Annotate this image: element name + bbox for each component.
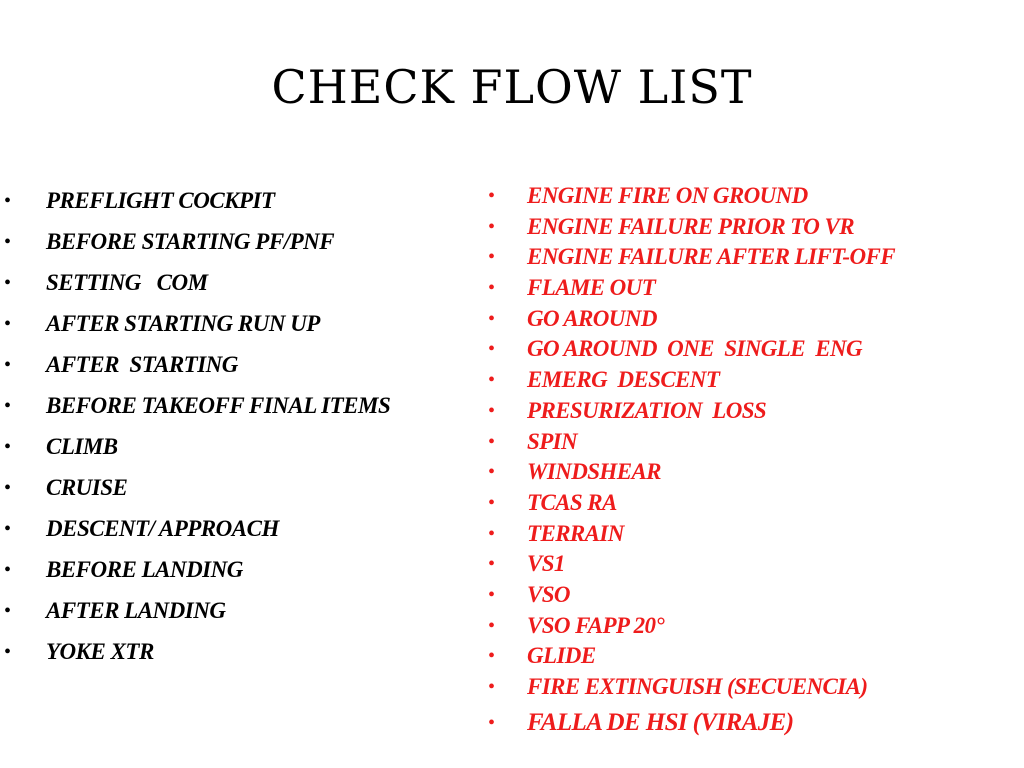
bullet-icon: • <box>4 190 11 212</box>
list-item <box>482 612 1022 643</box>
bullet-icon: • <box>488 307 495 330</box>
item-label: ENGINE FAILURE AFTER LIFT-OFF <box>527 244 895 270</box>
item-label: SPIN <box>527 428 578 454</box>
bullet-icon: • <box>4 272 11 294</box>
bullet-icon: • <box>4 395 11 417</box>
item-label: AFTER STARTING RUN UP <box>46 311 320 336</box>
bullet-icon: • <box>4 436 11 458</box>
bullet-icon: • <box>4 641 11 663</box>
item-label: VS1 <box>527 551 565 577</box>
item-label: WINDSHEAR <box>527 459 661 485</box>
bullet-icon: • <box>488 338 495 361</box>
item-label: YOKE XTR <box>46 639 154 664</box>
item-label: VSO <box>527 581 570 607</box>
item-label: BEFORE TAKEOFF FINAL ITEMS <box>46 393 391 418</box>
item-label: GLIDE <box>527 643 596 669</box>
item-label: FLAME OUT <box>527 275 656 301</box>
bullet-icon: • <box>488 491 495 514</box>
bullet-icon: • <box>4 477 11 499</box>
bullet-icon: • <box>4 231 11 253</box>
bullet-icon: • <box>488 246 495 269</box>
bullet-icon: • <box>488 277 495 300</box>
list-item <box>482 274 1022 305</box>
item-label: AFTER STARTING <box>46 352 238 377</box>
list-item <box>0 473 500 514</box>
item-label: TERRAIN <box>527 520 624 546</box>
slide-title: CHECK FLOW LIST <box>271 60 753 114</box>
list-item <box>0 268 500 309</box>
item-label: CRUISE <box>46 475 128 500</box>
list-item <box>482 366 1022 397</box>
list-item <box>0 391 500 432</box>
item-label: FIRE EXTINGUISH (SECUENCIA) <box>527 674 868 699</box>
bullet-icon: • <box>488 676 495 698</box>
list-item <box>0 309 500 350</box>
item-label: PRESURIZATION LOSS <box>527 397 767 423</box>
item-label: FALLA DE HSI (VIRAJE) <box>527 708 794 736</box>
bullet-icon: • <box>4 313 11 335</box>
bullet-icon: • <box>4 354 11 376</box>
list-item <box>482 673 1022 704</box>
bullet-icon: • <box>488 185 495 207</box>
list-item <box>0 596 500 637</box>
bullet-icon: • <box>488 711 495 734</box>
item-label: ENGINE FIRE ON GROUND <box>527 183 808 208</box>
list-item <box>482 182 1022 213</box>
list-item <box>482 642 1022 673</box>
list-item <box>482 243 1022 274</box>
list-item <box>0 350 500 391</box>
list-item <box>482 520 1022 551</box>
bullet-icon: • <box>488 399 495 422</box>
list-item <box>482 489 1022 520</box>
list-item <box>482 305 1022 336</box>
bullet-icon: • <box>488 369 495 392</box>
bullet-icon: • <box>488 522 495 545</box>
list-item <box>0 637 500 678</box>
item-label: BEFORE LANDING <box>46 557 243 582</box>
item-label: GO AROUND ONE SINGLE ENG <box>527 336 863 362</box>
item-label: TCAS RA <box>527 489 617 515</box>
emergency-checklist <box>482 182 1022 740</box>
list-item <box>482 213 1022 244</box>
bullet-icon: • <box>488 553 495 576</box>
item-label: ENGINE FAILURE PRIOR TO VR <box>527 213 854 239</box>
list-item <box>482 397 1022 428</box>
bullet-icon: • <box>488 215 495 238</box>
list-item <box>0 227 500 268</box>
bullet-icon: • <box>488 461 495 484</box>
list-item <box>482 550 1022 581</box>
list-item <box>0 555 500 596</box>
item-label: GO AROUND <box>527 305 657 331</box>
item-label: DESCENT/ APPROACH <box>46 516 279 541</box>
list-item <box>0 186 500 227</box>
item-label: SETTING COM <box>46 270 208 295</box>
list-item <box>482 706 1022 740</box>
list-item <box>0 514 500 555</box>
list-item <box>482 335 1022 366</box>
item-label: EMERG DESCENT <box>527 367 720 393</box>
item-label: PREFLIGHT COCKPIT <box>46 188 275 213</box>
bullet-icon: • <box>4 559 11 581</box>
list-item <box>482 458 1022 489</box>
list-item <box>482 581 1022 612</box>
bullet-icon: • <box>4 600 11 622</box>
item-label: AFTER LANDING <box>46 598 226 623</box>
normal-checklist <box>0 186 500 678</box>
bullet-icon: • <box>488 583 495 606</box>
list-item <box>482 428 1022 459</box>
item-label: VSO FAPP 20° <box>527 612 665 638</box>
list-item <box>0 432 500 473</box>
bullet-icon: • <box>488 614 495 637</box>
item-label: BEFORE STARTING PF/PNF <box>46 229 335 254</box>
bullet-icon: • <box>4 518 11 540</box>
item-label: CLIMB <box>46 434 118 459</box>
bullet-icon: • <box>488 645 495 668</box>
bullet-icon: • <box>488 430 495 453</box>
